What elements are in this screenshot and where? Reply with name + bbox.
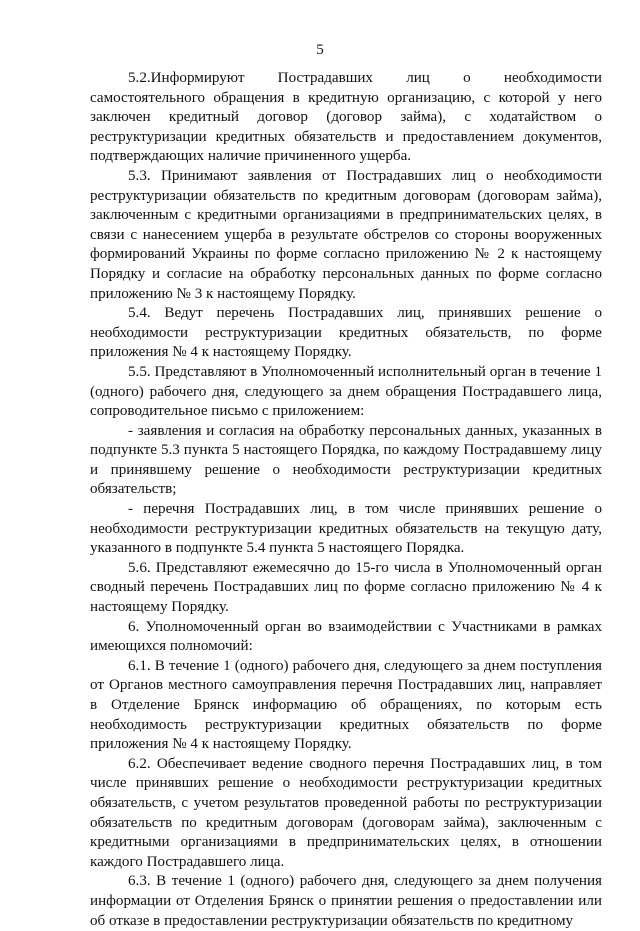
paragraph-5-6: 5.6. Представляют ежемесячно до 15-го числа в Уполномоченный орган сводный перечень Пострадавших лиц по форме согласно приложению № 4 к настоящему Порядку.	[90, 559, 602, 616]
paragraph-6-1: 6.1. В течение 1 (одного) рабочего дня, следующего за днем поступления от Органов местного самоуправления перечня Пострадавших лиц, направляет в Отделение Брянск информацию об обращениях, по которым есть необходимость реструктуризации кредитных обязательств по форме приложения № 4 к настоящему Порядку.	[90, 657, 602, 753]
paragraph-6: 6. Уполномоченный орган во взаимодействии с Участниками в рамках имеющихся полномочий:	[90, 618, 602, 655]
paragraph-5-2: 5.2.Информируют Пострадавших лиц о необходимости самостоятельного обращения в кредитную организацию, с которой у него заключен кредитный договор (договор займа), с ходатайством о реструктуризации кредитных обязательств и предоставлением документов, подтверждающих наличие причиненного ущерба.	[90, 70, 602, 165]
paragraph-5-3: 5.3. Принимают заявления от Пострадавших лиц о необходимости реструктуризации обязательств по кредитным договорам (договорам займа), заключенным с кредитными организациями в предпринимательских целях, в связи с нанесением ущерба в результате обстрелов со стороны вооруженных формирований Украины по форме согласно приложению № 2 к настоящему Порядку и согласие на обработку персональных данных по форме согласно приложению № 3 к настоящему Порядку.	[90, 167, 602, 302]
document-body	[90, 69, 602, 931]
paragraph-6-3: 6.3. В течение 1 (одного) рабочего дня, следующего за днем получения информации от Отделения Брянск о принятии решения о предоставлении или об отказе в предоставлении реструктуризации обязательств по кредитному	[90, 873, 602, 929]
list-item-victims-list: - перечня Пострадавших лиц, в том числе принявших решение о необходимости реструктуризации кредитных обязательств на текущую дату, указанного в подпункте 5.4 пункта 5 настоящего Порядка.	[90, 501, 602, 557]
list-item-applications: - заявления и согласия на обработку персональных данных, указанных в подпункте 5.3 пункта 5 настоящего Порядка, по каждому Пострадавшему лицу и принявшему решение о необходимости реструктуризации кредитных обязательств;	[90, 422, 602, 498]
page-number: 5	[316, 42, 324, 58]
paragraph-6-2: 6.2. Обеспечивает ведение сводного перечня Пострадавших лиц, в том числе принявших решение о необходимости реструктуризации кредитных обязательств, с учетом результатов проведенной работы по реструктуризации обязательств по кредитным договорам (договорам займа), заключенным с кредитными организациями в предпринимательских целях, в отношении каждого Пострадавшего лица.	[90, 755, 602, 870]
paragraph-5-5: 5.5. Представляют в Уполномоченный исполнительный орган в течение 1 (одного) рабочего дня, следующего за днем обращения Пострадавшего лица, сопроводительное письмо с приложением:	[90, 363, 602, 420]
paragraph-5-4: 5.4. Ведут перечень Пострадавших лиц, принявших решение о необходимости реструктуризации кредитных обязательств, по форме приложения № 4 к настоящему Порядку.	[90, 305, 602, 361]
